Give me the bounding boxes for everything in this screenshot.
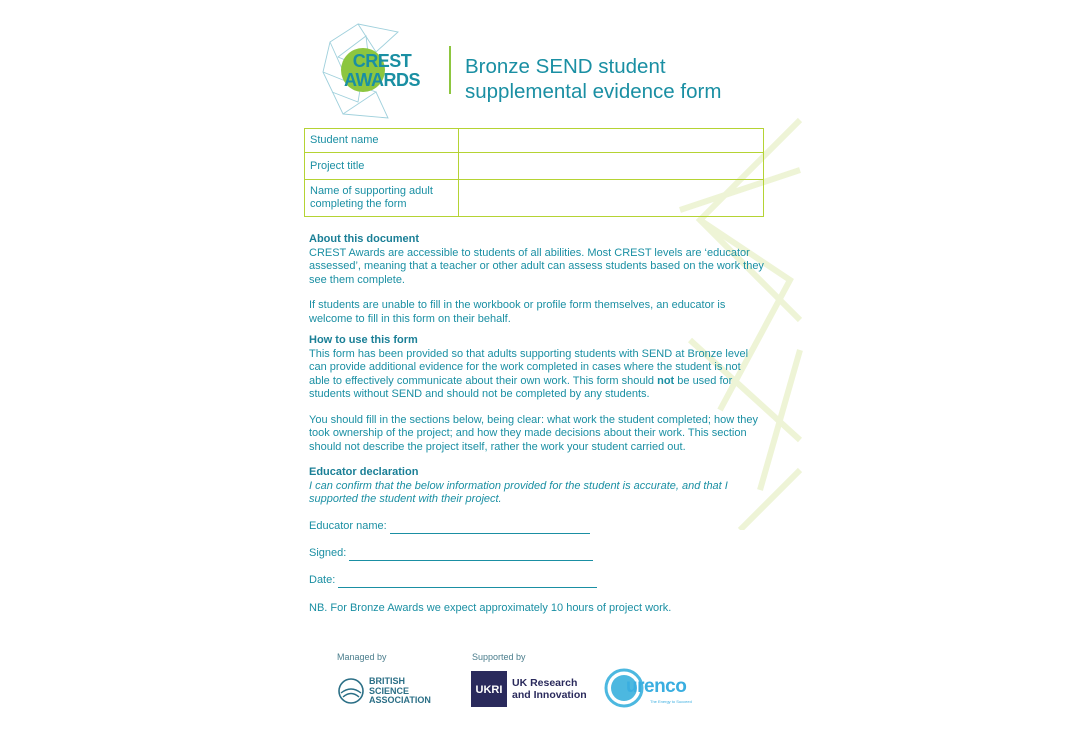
ukri-line-1: UK Research xyxy=(512,677,578,689)
how-to-text-end: be used for students without SEND and should not be completed by any students. xyxy=(309,374,733,400)
hours-note: NB. For Bronze Awards we expect approximately 10 hours of project work. xyxy=(309,601,672,614)
bsa-line-2: SCIENCE xyxy=(369,685,410,696)
logo-divider xyxy=(449,46,451,94)
logo-awards-text: AWARDS xyxy=(343,70,421,90)
urenco-logo xyxy=(604,668,700,708)
project-title-field[interactable] xyxy=(459,153,764,180)
student-name-field[interactable] xyxy=(459,129,764,153)
declaration-text: I can confirm that the below information provided for the student is accurate, and that I supported the student with their project. xyxy=(309,479,728,505)
date-line[interactable] xyxy=(338,576,597,588)
about-paragraph-2: If students are unable to fill in the workbook or profile form themselves, an educator is welcome to fill in this form on their behalf. xyxy=(309,299,726,325)
bsa-line-1: BRITISH xyxy=(369,676,405,686)
ukri-mark-icon xyxy=(471,671,507,707)
title-line-1: Bronze SEND student xyxy=(465,55,666,78)
how-to-paragraph-1 xyxy=(309,348,764,402)
urenco-name: urenco xyxy=(626,676,687,697)
bsa-emblem-icon xyxy=(337,677,365,705)
student-name-label: Student name xyxy=(305,129,459,153)
signature-line[interactable] xyxy=(349,549,593,561)
educator-name-label: Educator name: xyxy=(309,520,387,532)
how-to-paragraph-2: You should fill in the sections below, being clear: what work the student completed; how they took ownership of the project; and how they made decisions about their work. This section should not describe the project itself, rather the work your student carried out. xyxy=(309,413,759,453)
bsa-line-3: ASSOCIATION xyxy=(369,695,431,705)
how-to-heading: How to use this form xyxy=(309,334,418,346)
ukri-mark-text: UKRI xyxy=(475,684,503,696)
date-label: Date: xyxy=(309,574,336,586)
title-line-2: supplemental evidence form xyxy=(465,80,722,103)
document-body xyxy=(309,233,764,615)
about-heading: About this document xyxy=(309,233,419,245)
how-to-text-bold: not xyxy=(657,374,675,387)
ukri-line-2: and Innovation xyxy=(512,689,587,701)
supporting-adult-label: Name of supporting adult completing the form xyxy=(305,180,459,217)
logo-crest-text: CREST xyxy=(352,51,412,71)
student-info-table xyxy=(304,128,764,217)
signed-label: Signed: xyxy=(309,547,347,559)
date-row xyxy=(309,561,764,588)
educator-name-line[interactable] xyxy=(390,522,590,534)
urenco-tagline: The Energy to Succeed xyxy=(650,699,692,704)
table-row xyxy=(305,129,764,153)
supporting-adult-field[interactable] xyxy=(459,180,764,217)
document-title xyxy=(465,54,785,104)
educator-name-row xyxy=(309,507,764,534)
declaration-heading: Educator declaration xyxy=(309,466,419,478)
crest-awards-logo xyxy=(318,22,444,120)
ukri-logo xyxy=(471,670,591,708)
about-paragraph-1: CREST Awards are accessible to students of all abilities. Most CREST levels are ‘educator assessed’, meaning that a teacher or other adult can assess students based on the work they see them complete. xyxy=(309,246,764,286)
table-row xyxy=(305,153,764,180)
project-title-label: Project title xyxy=(305,153,459,180)
how-to-text-start: This form has been provided so that adults supporting students with SEND at Bronze level can provide additional evidence for the work completed in cases where the student is not able to effectively communicate about their own work. This form should xyxy=(309,347,749,387)
british-science-association-logo xyxy=(337,674,429,708)
signed-row xyxy=(309,534,764,561)
managed-by-label: Managed by xyxy=(337,652,387,662)
supported-by-label: Supported by xyxy=(472,652,526,662)
table-row xyxy=(305,180,764,217)
